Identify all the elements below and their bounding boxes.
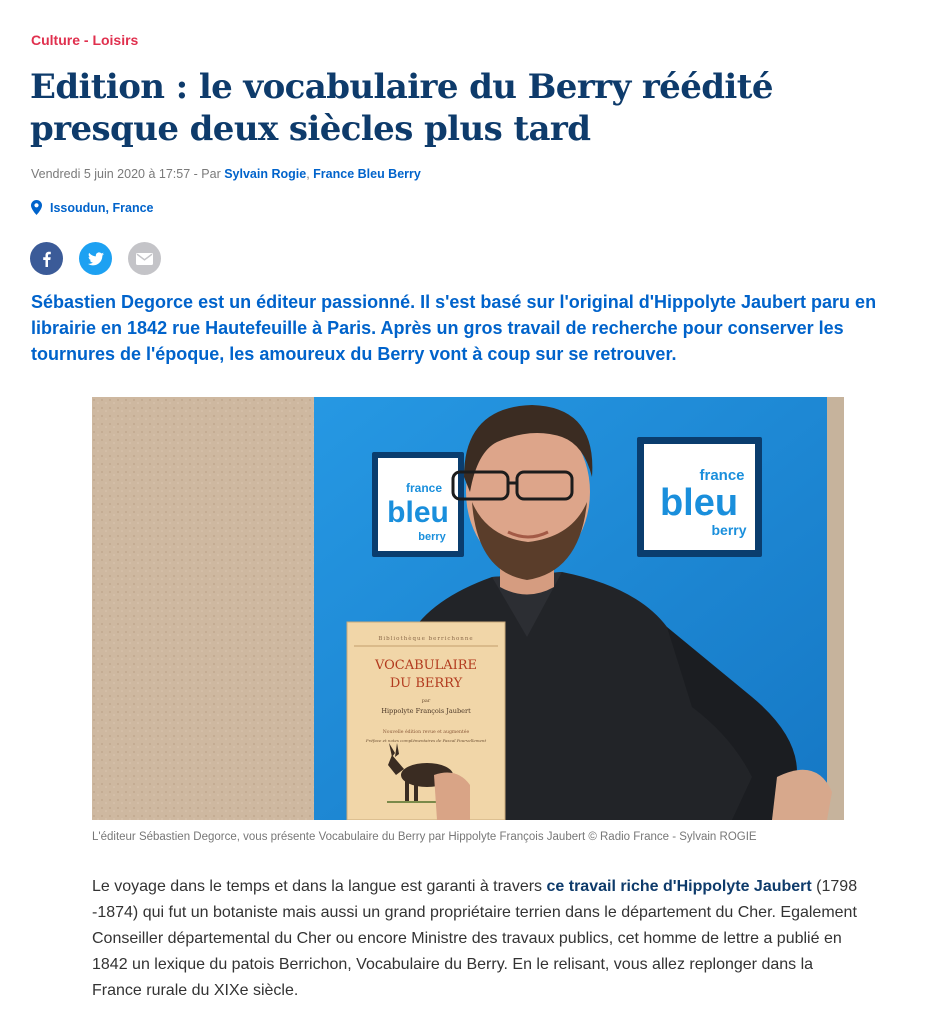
logo-word-small: france	[699, 467, 745, 484]
textured-wall	[92, 397, 314, 820]
facebook-icon	[39, 251, 55, 267]
logo-word-small: france	[405, 481, 443, 495]
facebook-share-button[interactable]	[30, 242, 63, 275]
article-title: Edition : le vocabulaire du Berry réédité presque deux siècles plus tard	[30, 67, 773, 149]
logo-word-big: bleu	[659, 482, 739, 524]
twitter-icon	[88, 252, 104, 266]
book-title-1: VOCABULAIRE	[374, 658, 478, 673]
byline-prefix: - Par	[190, 167, 225, 181]
publish-date: Vendredi 5 juin 2020 à 17:57	[31, 167, 191, 181]
share-buttons	[30, 242, 161, 275]
article-photo	[92, 397, 844, 820]
location[interactable]	[31, 200, 154, 215]
article-lead: Sébastien Degorce est un éditeur passionné. Il s'est basé sur l'original d'Hippolyte Jaubert paru en librairie en 1842 rue Hautefeuille à Paris. Après un gros travail de recherche pour conserver les tournures de l'époque, les amoureux du Berry vont à coup sur se retrouver.	[31, 292, 877, 364]
photo-scene	[92, 397, 844, 820]
mail-icon	[136, 253, 153, 265]
book-preface: Préface et notes complémentaires de Pascal Pourvellement	[365, 738, 487, 743]
france-bleu-logo	[637, 437, 762, 557]
photo-caption: L'éditeur Sébastien Degorce, vous présente Vocabulaire du Berry par Hippolyte François Jaubert © Radio France - Sylvain ROGIE	[92, 831, 757, 843]
book-author: Hippolyte François Jaubert	[381, 707, 471, 715]
body-text-part1: Le voyage dans le temps et dans la langue est garanti à travers	[92, 878, 547, 895]
mail-share-button[interactable]	[128, 242, 161, 275]
book-par: par	[421, 698, 431, 704]
logo-word-region: berry	[711, 522, 747, 538]
body-text-part2: (1798 -1874) qui fut un botaniste mais aussi un grand propriétaire terrien dans le département du Cher. Egalement Conseiller départemental du Cher ou encore Ministre des travaux publics, cet homme de lettre a publié en 1842 un lexique du patois Berrichon, Vocabulaire du Berry. En le relisant, vous allez replonger dans la France rurale du XIXe siècle.	[92, 878, 858, 999]
book-cover	[347, 622, 505, 820]
twitter-share-button[interactable]	[79, 242, 112, 275]
logo-word-big: bleu	[387, 496, 449, 529]
france-bleu-logo	[372, 452, 464, 557]
book-edition: Nouvelle édition revue et augmentée	[382, 730, 470, 735]
author-link[interactable]: Sylvain Rogie	[224, 167, 307, 181]
category-link[interactable]: Culture - Loisirs	[31, 32, 139, 48]
map-pin-icon	[31, 200, 42, 215]
logo-word-region: berry	[418, 531, 446, 543]
article-meta	[31, 167, 421, 181]
body-inline-link[interactable]: ce travail riche d'Hippolyte Jaubert	[546, 878, 812, 895]
byline-separator: ,	[306, 167, 314, 181]
location-label: Issoudun, France	[50, 200, 154, 215]
book-title-2: DU BERRY	[389, 676, 463, 691]
article-body	[92, 874, 862, 1004]
source-link[interactable]: France Bleu Berry	[313, 167, 421, 181]
book-header: Bibliothèque berrichonne	[378, 636, 474, 642]
